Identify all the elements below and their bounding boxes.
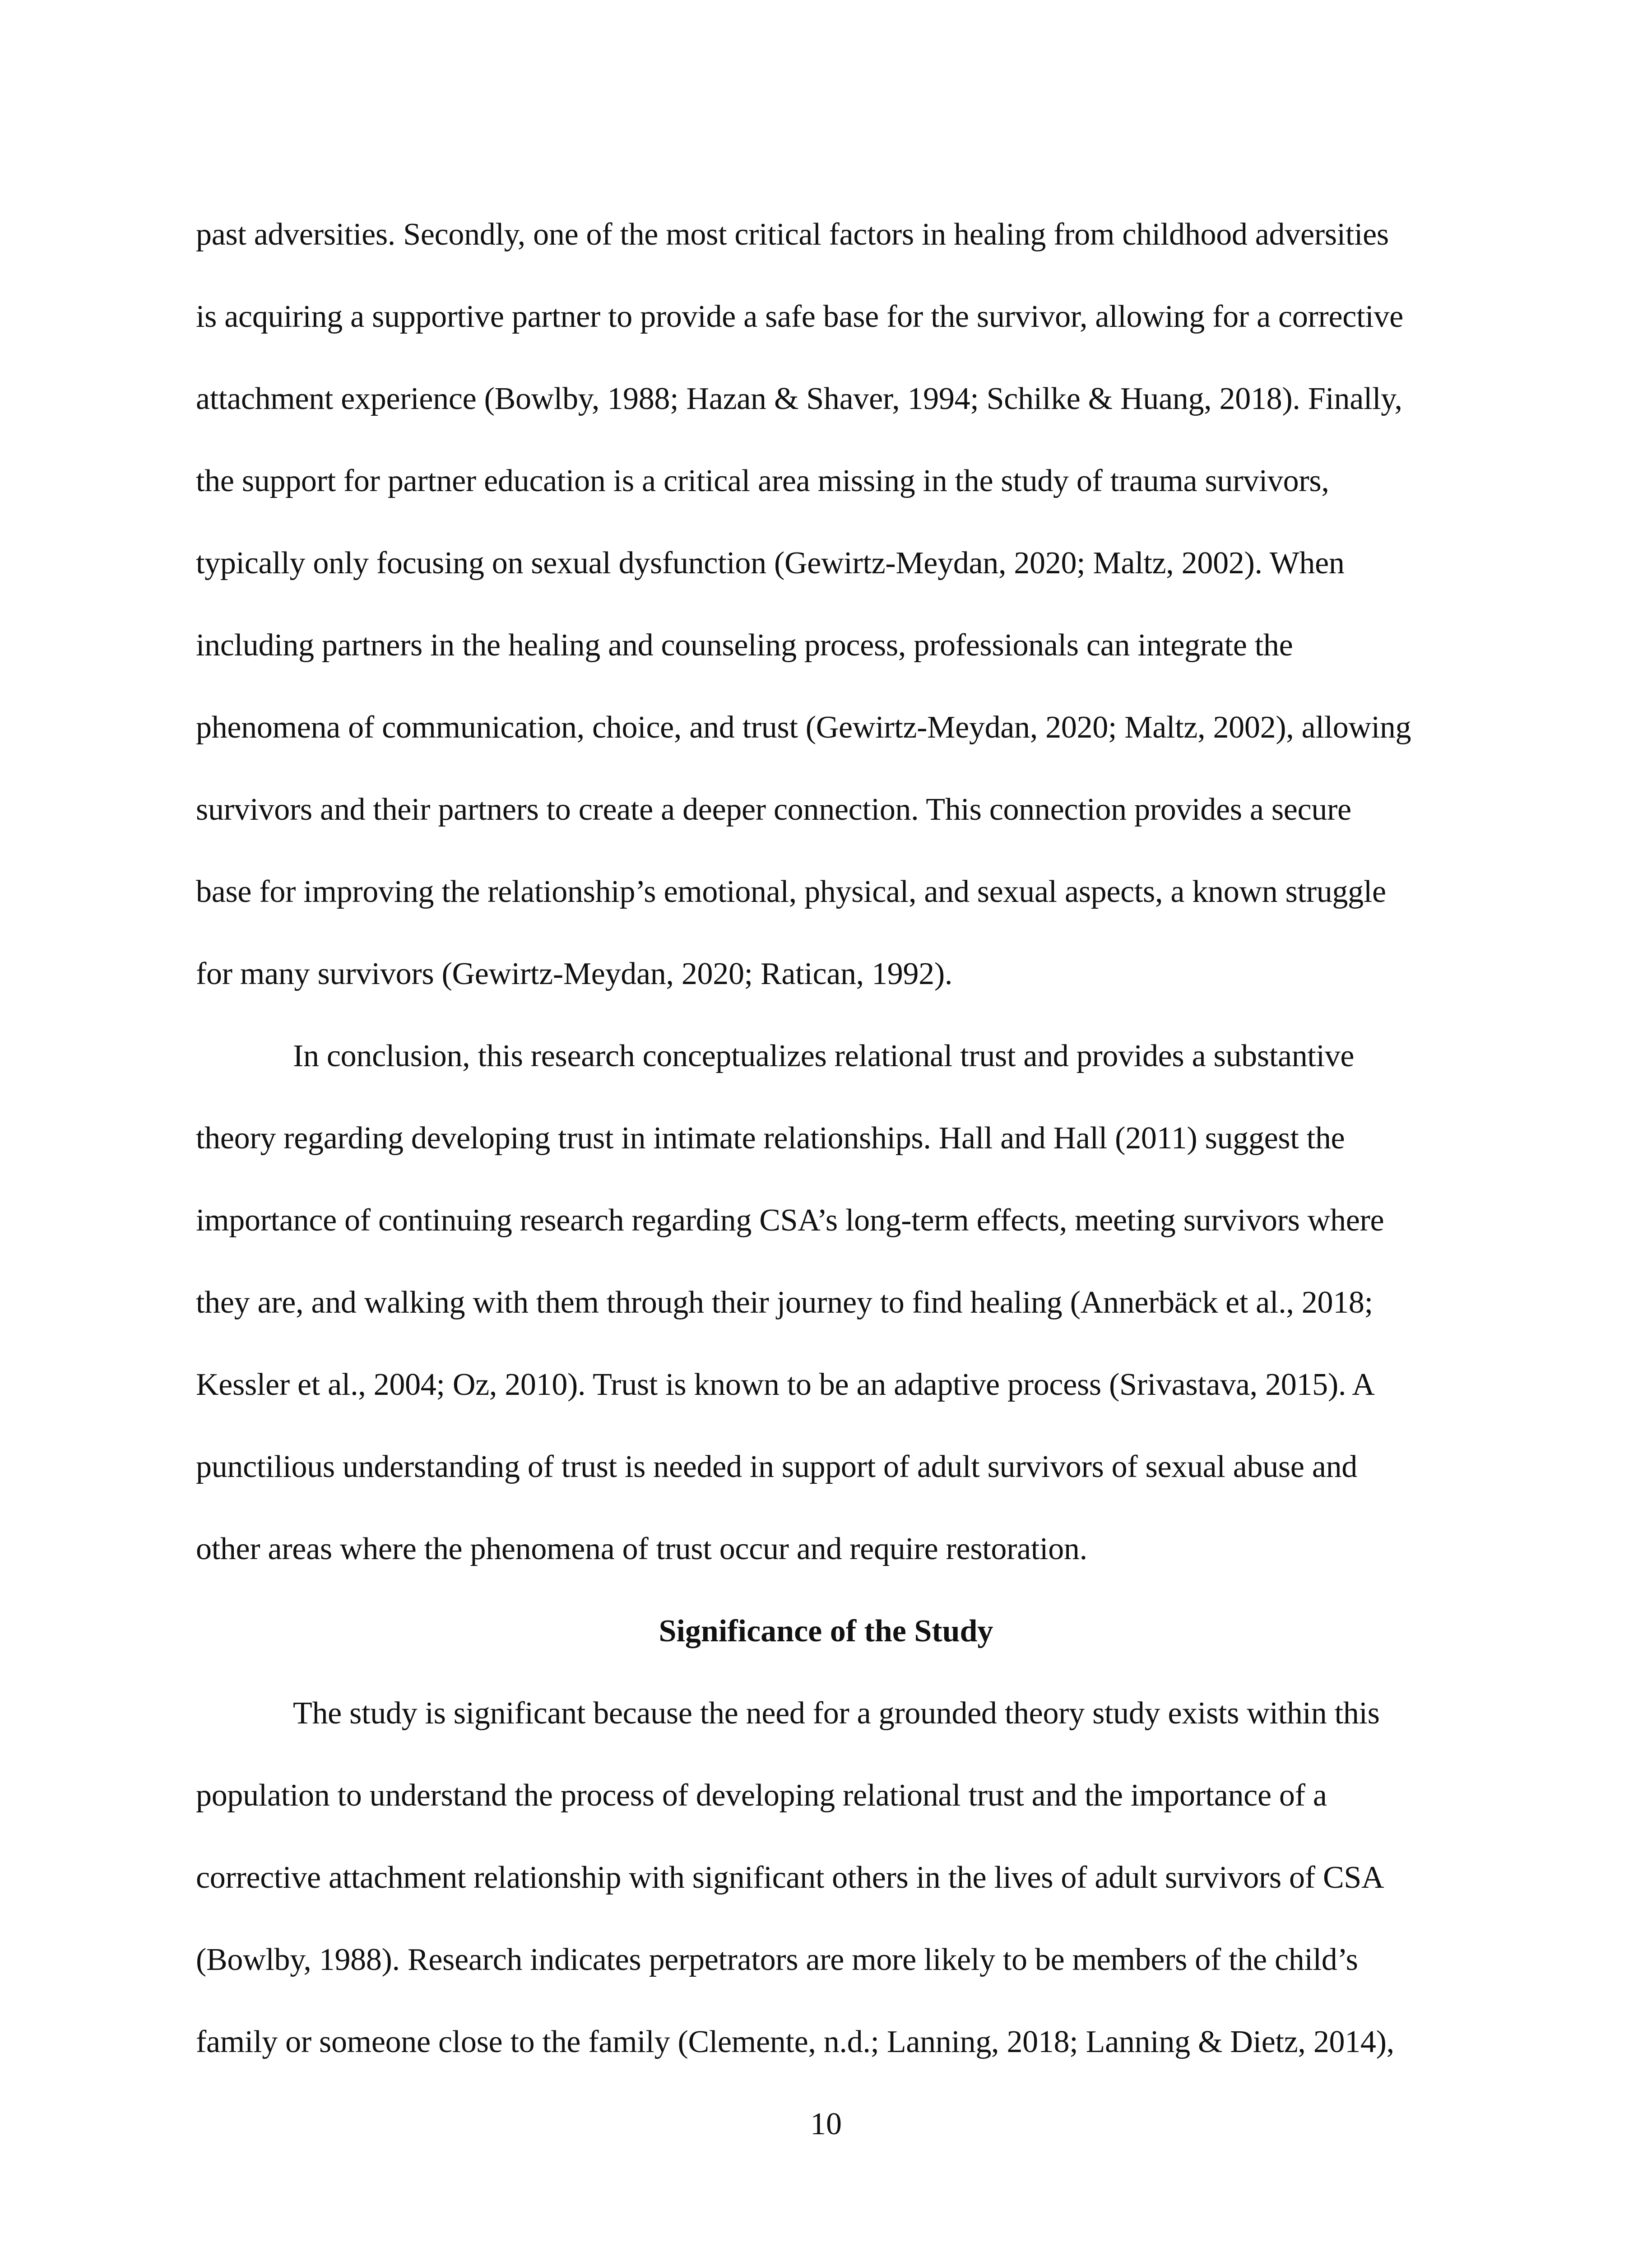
text-line: survivors and their partners to create a deeper connection. This connection provides a secure — [196, 792, 1351, 827]
text-line: importance of continuing research regarding CSA’s long-term effects, meeting survivors where — [196, 1203, 1384, 1238]
page-number: 10 — [810, 2107, 842, 2141]
text-line: including partners in the healing and counseling process, professionals can integrate the — [196, 628, 1293, 663]
text-line: phenomena of communication, choice, and trust (Gewirtz-Meydan, 2020; Maltz, 2002), allowing — [196, 710, 1411, 745]
text-line: base for improving the relationship’s emotional, physical, and sexual aspects, a known struggle — [196, 874, 1386, 909]
text-line: Kessler et al., 2004; Oz, 2010). Trust is known to be an adaptive process (Srivastava, 2015). A — [196, 1367, 1375, 1402]
text-line: corrective attachment relationship with significant others in the lives of adult survivors of CSA — [196, 1860, 1384, 1895]
text-line: In conclusion, this research conceptualizes relational trust and provides a substantive — [293, 1039, 1355, 1073]
text-line: theory regarding developing trust in intimate relationships. Hall and Hall (2011) suggest the — [196, 1121, 1345, 1156]
text-line: punctilious understanding of trust is needed in support of adult survivors of sexual abuse and — [196, 1449, 1358, 1484]
text-line: typically only focusing on sexual dysfunction (Gewirtz-Meydan, 2020; Maltz, 2002). When — [196, 546, 1345, 581]
text-line: they are, and walking with them through their journey to find healing (Annerbäck et al., 2018; — [196, 1285, 1373, 1320]
text-line: (Bowlby, 1988). Research indicates perpetrators are more likely to be members of the child’s — [196, 1942, 1358, 1977]
text-line: past adversities. Secondly, one of the most critical factors in healing from childhood adversities — [196, 217, 1389, 252]
section-heading: Significance of the Study — [659, 1614, 993, 1649]
text-line: attachment experience (Bowlby, 1988; Hazan & Shaver, 1994; Schilke & Huang, 2018). Finally, — [196, 381, 1402, 416]
text-line: for many survivors (Gewirtz-Meydan, 2020; Ratican, 1992). — [196, 957, 953, 991]
text-line: population to understand the process of developing relational trust and the importance of a — [196, 1778, 1327, 1813]
text-line: family or someone close to the family (Clemente, n.d.; Lanning, 2018; Lanning & Dietz, 2014), — [196, 2025, 1394, 2059]
text-line: is acquiring a supportive partner to provide a safe base for the survivor, allowing for a corrective — [196, 299, 1403, 334]
text-line: The study is significant because the need for a grounded theory study exists within this — [293, 1696, 1380, 1731]
text-line: the support for partner education is a critical area missing in the study of trauma survivors, — [196, 464, 1329, 498]
text-line: other areas where the phenomena of trust occur and require restoration. — [196, 1532, 1087, 1566]
